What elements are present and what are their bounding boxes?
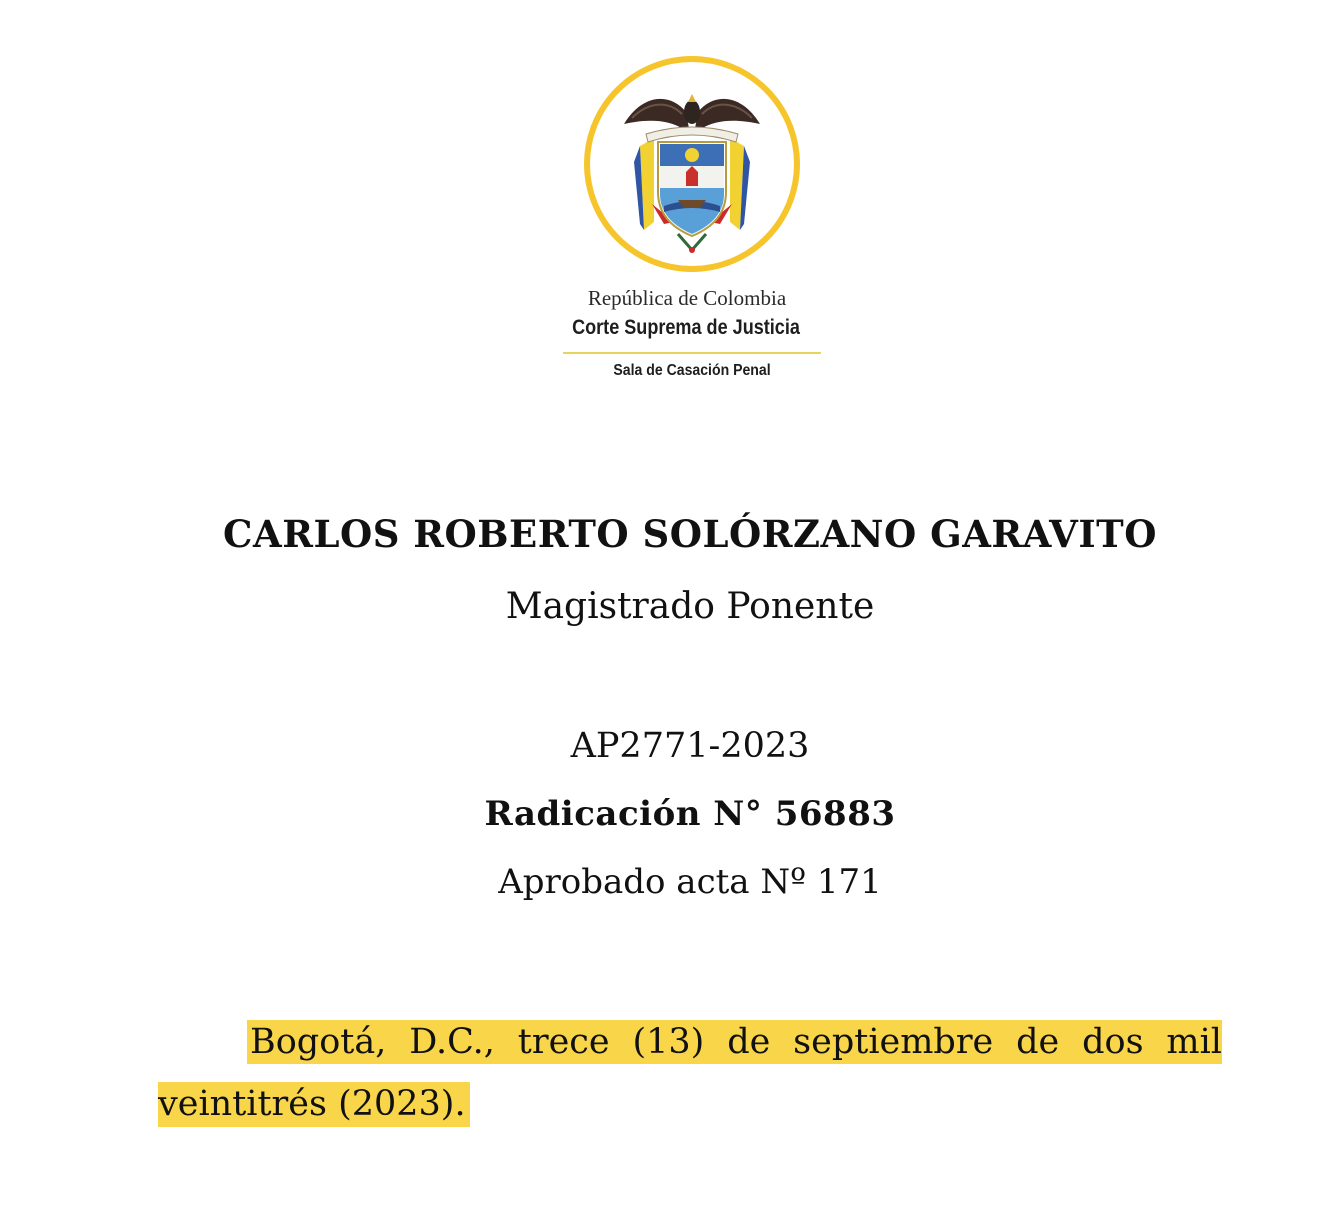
magistrate-name: CARLOS ROBERTO SOLÓRZANO GARAVITO: [223, 512, 1157, 556]
ap-number: AP2771-2023: [570, 726, 810, 766]
radicacion-number: Radicación N° 56883: [484, 794, 896, 834]
magistrate-role: Magistrado Ponente: [505, 586, 875, 627]
institution-court: Corte Suprema de Justicia: [572, 316, 800, 339]
acta-number: Aprobado acta Nº 171: [498, 862, 882, 902]
header-divider: [563, 352, 821, 354]
institution-chamber: Sala de Casación Penal: [613, 362, 771, 379]
institution-country: República de Colombia: [587, 286, 787, 310]
colombia-coat-of-arms-icon: [582, 54, 802, 274]
date-paragraph-line-2: veintitrés (2023).: [158, 1082, 470, 1127]
date-paragraph-line-1: Bogotá, D.C., trece (13) de septiembre de dos mil: [247, 1020, 1222, 1064]
